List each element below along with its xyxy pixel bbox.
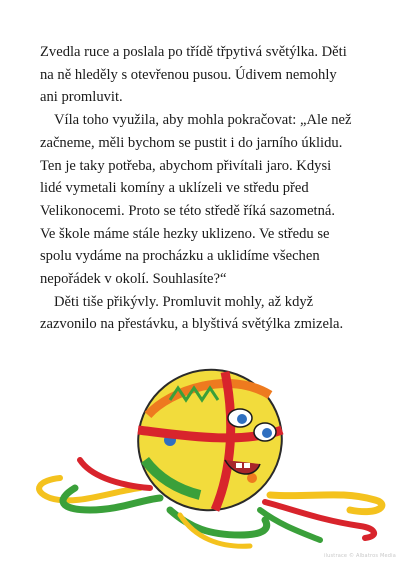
text-line: nepořádek v okolí. Souhlasíte?“ — [40, 271, 227, 288]
paragraph-1 — [40, 41, 390, 109]
text-line: Zvedla ruce a poslala po třídě třpytivá světýlka. Děti — [40, 44, 347, 60]
tooth — [236, 463, 242, 468]
image-credit: ilustrace © Albatros Media — [323, 553, 396, 559]
text-line: spolu vydáme na procházku a uklidíme všechen — [40, 248, 320, 265]
paragraph-3 — [40, 291, 390, 336]
text-line: na ně hleděly s otevřenou pusou. Údivem nemohly — [40, 66, 337, 83]
tooth — [244, 463, 250, 468]
easter-egg-drawing — [20, 360, 400, 560]
right-pupil — [262, 428, 272, 438]
text-line: Víla toho využila, aby mohla pokračovat: „Ale než — [54, 112, 352, 129]
paragraph-2 — [40, 109, 390, 291]
text-line: Ve škole máme stále hezky uklizeno. Ve středu se — [40, 225, 330, 242]
text-line: Ten je taky potřeba, abychom přivítali jaro. Kdysi — [40, 157, 332, 174]
text-line: zazvonilo na přestávku, a blyštivá světýlka zmizela. — [40, 316, 344, 333]
story-text — [40, 41, 390, 336]
text-line: lidé vymetali komíny a uklízeli ve středu před — [40, 180, 309, 197]
text-line: Děti tiše přikývly. Promluvit mohly, až když — [54, 293, 314, 310]
text-line: začneme, měli bychom se pustit i do jarního úklidu. — [40, 134, 343, 151]
text-line: Velikonocemi. Proto se této středě říká sazometná. — [40, 202, 336, 219]
text-line: ani promluvit. — [40, 89, 123, 106]
left-pupil — [237, 414, 247, 424]
easter-egg-illustration — [20, 360, 400, 560]
red-ribbon-left — [80, 460, 150, 488]
